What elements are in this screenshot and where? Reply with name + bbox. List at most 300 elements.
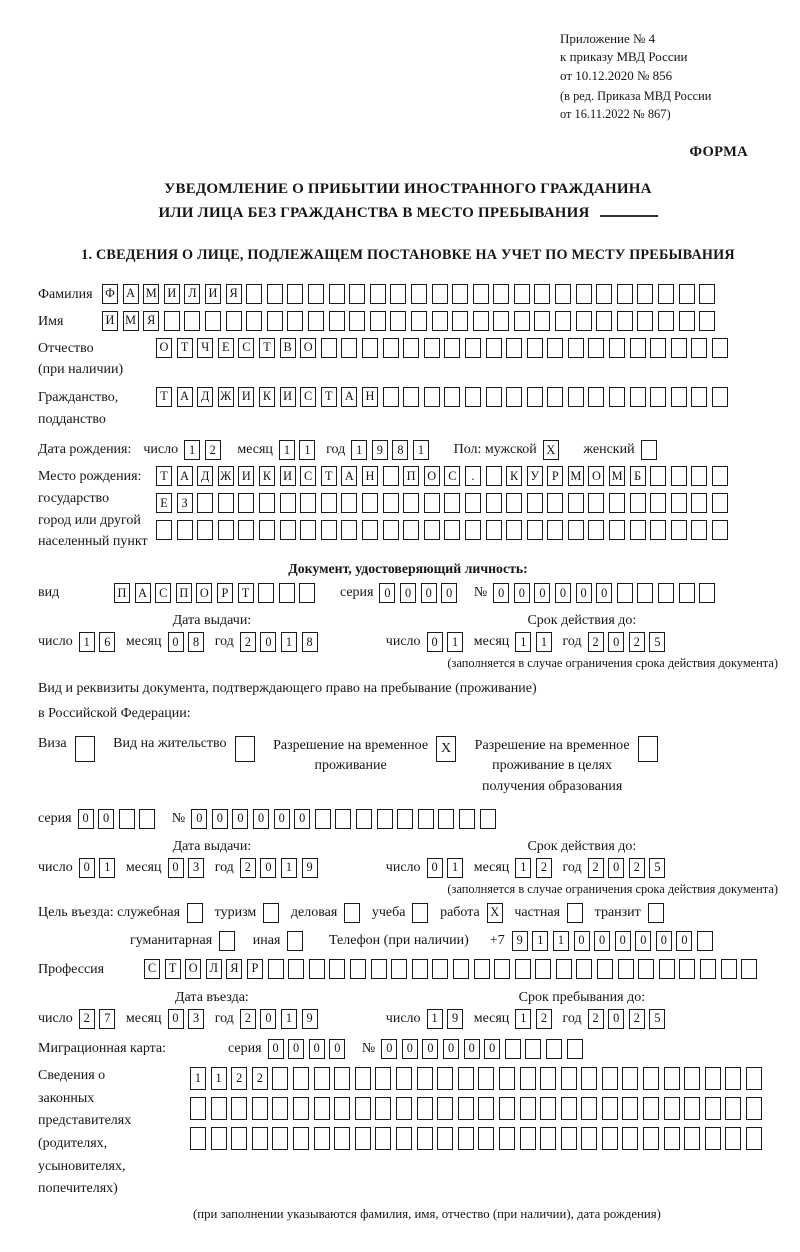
char-cell[interactable]: [190, 1127, 206, 1150]
char-cell[interactable]: [259, 520, 275, 540]
char-cell[interactable]: [371, 959, 387, 979]
char-cell[interactable]: [506, 387, 522, 407]
char-cell[interactable]: [478, 1127, 494, 1150]
char-cell[interactable]: 9: [447, 1009, 463, 1029]
char-cell[interactable]: [267, 311, 283, 331]
id-valid-day-field[interactable]: [427, 632, 468, 652]
char-cell[interactable]: 1: [532, 931, 548, 951]
char-cell[interactable]: 1: [413, 440, 429, 460]
char-cell[interactable]: С: [300, 387, 316, 407]
char-cell[interactable]: [540, 1067, 556, 1090]
char-cell[interactable]: О: [185, 959, 201, 979]
char-cell[interactable]: [444, 493, 460, 513]
sex-female-checkbox[interactable]: [641, 440, 662, 460]
char-cell[interactable]: [540, 1097, 556, 1120]
char-cell[interactable]: 6: [99, 632, 115, 652]
char-cell[interactable]: [534, 284, 550, 304]
char-cell[interactable]: [259, 493, 275, 513]
char-cell[interactable]: У: [527, 466, 543, 486]
char-cell[interactable]: [602, 1127, 618, 1150]
char-cell[interactable]: 0: [635, 931, 651, 951]
char-cell[interactable]: [341, 493, 357, 513]
char-cell[interactable]: [712, 387, 728, 407]
char-cell[interactable]: [568, 520, 584, 540]
char-cell[interactable]: [561, 1097, 577, 1120]
char-cell[interactable]: [219, 931, 235, 951]
char-cell[interactable]: [321, 338, 337, 358]
char-cell[interactable]: [486, 338, 502, 358]
char-cell[interactable]: [362, 338, 378, 358]
char-cell[interactable]: [493, 311, 509, 331]
char-cell[interactable]: 1: [281, 1009, 297, 1029]
char-cell[interactable]: [480, 809, 496, 829]
char-cell[interactable]: [280, 520, 296, 540]
char-cell[interactable]: Р: [547, 466, 563, 486]
res-issue-day-field[interactable]: [79, 858, 120, 878]
char-cell[interactable]: [478, 1067, 494, 1090]
id-series-field[interactable]: [379, 583, 461, 603]
char-cell[interactable]: [349, 284, 365, 304]
char-cell[interactable]: [226, 311, 242, 331]
representatives-field-row2[interactable]: [190, 1097, 767, 1120]
char-cell[interactable]: [465, 387, 481, 407]
char-cell[interactable]: 0: [168, 632, 184, 652]
char-cell[interactable]: [235, 736, 255, 762]
purpose-business-checkbox[interactable]: [344, 903, 365, 923]
char-cell[interactable]: [597, 959, 613, 979]
char-cell[interactable]: [547, 338, 563, 358]
char-cell[interactable]: [293, 1067, 309, 1090]
char-cell[interactable]: 2: [629, 1009, 645, 1029]
char-cell[interactable]: 3: [188, 1009, 204, 1029]
char-cell[interactable]: [424, 520, 440, 540]
char-cell[interactable]: 1: [184, 440, 200, 460]
char-cell[interactable]: О: [424, 466, 440, 486]
char-cell[interactable]: 1: [281, 632, 297, 652]
char-cell[interactable]: [602, 1067, 618, 1090]
char-cell[interactable]: [383, 387, 399, 407]
char-cell[interactable]: [362, 493, 378, 513]
char-cell[interactable]: Т: [259, 338, 275, 358]
char-cell[interactable]: 0: [294, 809, 310, 829]
char-cell[interactable]: [474, 959, 490, 979]
char-cell[interactable]: [643, 1127, 659, 1150]
char-cell[interactable]: [650, 493, 666, 513]
char-cell[interactable]: [272, 1097, 288, 1120]
char-cell[interactable]: 1: [279, 440, 295, 460]
char-cell[interactable]: [437, 1067, 453, 1090]
char-cell[interactable]: X: [543, 440, 559, 460]
char-cell[interactable]: [679, 284, 695, 304]
char-cell[interactable]: [576, 311, 592, 331]
char-cell[interactable]: [287, 311, 303, 331]
char-cell[interactable]: [397, 809, 413, 829]
char-cell[interactable]: [725, 1097, 741, 1120]
char-cell[interactable]: [741, 959, 757, 979]
char-cell[interactable]: [527, 493, 543, 513]
temp-residence-checkbox[interactable]: [436, 736, 461, 762]
char-cell[interactable]: [525, 1039, 541, 1059]
char-cell[interactable]: [411, 311, 427, 331]
char-cell[interactable]: [556, 959, 572, 979]
char-cell[interactable]: [246, 311, 262, 331]
char-cell[interactable]: [370, 311, 386, 331]
char-cell[interactable]: [355, 1127, 371, 1150]
char-cell[interactable]: 1: [447, 858, 463, 878]
char-cell[interactable]: 0: [274, 809, 290, 829]
patronymic-field[interactable]: [156, 338, 733, 358]
char-cell[interactable]: [486, 466, 502, 486]
char-cell[interactable]: [527, 338, 543, 358]
char-cell[interactable]: [555, 284, 571, 304]
char-cell[interactable]: [329, 311, 345, 331]
char-cell[interactable]: 0: [329, 1039, 345, 1059]
char-cell[interactable]: [622, 1127, 638, 1150]
char-cell[interactable]: [499, 1097, 515, 1120]
char-cell[interactable]: [272, 1127, 288, 1150]
char-cell[interactable]: И: [102, 311, 118, 331]
char-cell[interactable]: [658, 284, 674, 304]
char-cell[interactable]: [700, 959, 716, 979]
temp-residence-option[interactable]: [273, 736, 461, 777]
char-cell[interactable]: [263, 903, 279, 923]
char-cell[interactable]: [164, 311, 180, 331]
char-cell[interactable]: [403, 493, 419, 513]
char-cell[interactable]: 0: [232, 809, 248, 829]
char-cell[interactable]: 0: [596, 583, 612, 603]
char-cell[interactable]: [705, 1127, 721, 1150]
char-cell[interactable]: [187, 903, 203, 923]
char-cell[interactable]: [567, 903, 583, 923]
char-cell[interactable]: [650, 466, 666, 486]
char-cell[interactable]: [444, 387, 460, 407]
char-cell[interactable]: [396, 1097, 412, 1120]
char-cell[interactable]: [527, 387, 543, 407]
char-cell[interactable]: [746, 1127, 762, 1150]
char-cell[interactable]: Т: [156, 466, 172, 486]
char-cell[interactable]: [119, 809, 135, 829]
char-cell[interactable]: [691, 338, 707, 358]
char-cell[interactable]: [344, 903, 360, 923]
char-cell[interactable]: И: [280, 387, 296, 407]
char-cell[interactable]: [630, 387, 646, 407]
char-cell[interactable]: [300, 493, 316, 513]
char-cell[interactable]: [473, 284, 489, 304]
char-cell[interactable]: П: [403, 466, 419, 486]
char-cell[interactable]: [609, 387, 625, 407]
char-cell[interactable]: [602, 1097, 618, 1120]
char-cell[interactable]: 0: [79, 858, 95, 878]
purpose-private-checkbox[interactable]: [567, 903, 588, 923]
char-cell[interactable]: [280, 493, 296, 513]
char-cell[interactable]: [437, 1097, 453, 1120]
char-cell[interactable]: 0: [268, 1039, 284, 1059]
char-cell[interactable]: С: [144, 959, 160, 979]
char-cell[interactable]: [355, 1067, 371, 1090]
char-cell[interactable]: [403, 387, 419, 407]
char-cell[interactable]: [396, 1067, 412, 1090]
char-cell[interactable]: [231, 1127, 247, 1150]
char-cell[interactable]: 0: [656, 931, 672, 951]
char-cell[interactable]: [75, 736, 95, 762]
birth-year-field[interactable]: [351, 440, 433, 460]
char-cell[interactable]: [424, 493, 440, 513]
char-cell[interactable]: [403, 338, 419, 358]
char-cell[interactable]: А: [177, 466, 193, 486]
char-cell[interactable]: [459, 809, 475, 829]
char-cell[interactable]: [520, 1067, 536, 1090]
char-cell[interactable]: [197, 520, 213, 540]
visa-option[interactable]: [38, 736, 99, 762]
surname-field[interactable]: [102, 284, 720, 304]
char-cell[interactable]: [218, 520, 234, 540]
char-cell[interactable]: [514, 284, 530, 304]
char-cell[interactable]: 8: [188, 632, 204, 652]
char-cell[interactable]: [588, 493, 604, 513]
char-cell[interactable]: С: [444, 466, 460, 486]
char-cell[interactable]: [617, 284, 633, 304]
char-cell[interactable]: И: [205, 284, 221, 304]
char-cell[interactable]: 0: [594, 931, 610, 951]
char-cell[interactable]: 0: [464, 1039, 480, 1059]
char-cell[interactable]: Т: [238, 583, 254, 603]
char-cell[interactable]: [308, 284, 324, 304]
char-cell[interactable]: [630, 493, 646, 513]
char-cell[interactable]: С: [238, 338, 254, 358]
char-cell[interactable]: 0: [608, 1009, 624, 1029]
char-cell[interactable]: М: [568, 466, 584, 486]
char-cell[interactable]: [494, 959, 510, 979]
char-cell[interactable]: [486, 387, 502, 407]
purpose-transit-checkbox[interactable]: [648, 903, 669, 923]
char-cell[interactable]: [437, 1127, 453, 1150]
char-cell[interactable]: [341, 520, 357, 540]
char-cell[interactable]: [499, 1127, 515, 1150]
char-cell[interactable]: [581, 1127, 597, 1150]
char-cell[interactable]: [581, 1067, 597, 1090]
char-cell[interactable]: Б: [630, 466, 646, 486]
char-cell[interactable]: [588, 338, 604, 358]
birth-day-field[interactable]: [184, 440, 225, 460]
temp-residence-edu-option[interactable]: [475, 736, 663, 797]
char-cell[interactable]: [618, 959, 634, 979]
char-cell[interactable]: 1: [447, 632, 463, 652]
birth-place-field-row3[interactable]: [156, 520, 733, 540]
char-cell[interactable]: 2: [588, 858, 604, 878]
char-cell[interactable]: 1: [79, 632, 95, 652]
char-cell[interactable]: [712, 520, 728, 540]
char-cell[interactable]: [252, 1127, 268, 1150]
char-cell[interactable]: [334, 1127, 350, 1150]
char-cell[interactable]: [671, 466, 687, 486]
char-cell[interactable]: [637, 284, 653, 304]
char-cell[interactable]: 0: [168, 1009, 184, 1029]
char-cell[interactable]: 0: [381, 1039, 397, 1059]
visa-checkbox[interactable]: [75, 736, 100, 762]
char-cell[interactable]: [505, 1039, 521, 1059]
char-cell[interactable]: [712, 338, 728, 358]
char-cell[interactable]: [383, 338, 399, 358]
char-cell[interactable]: 0: [400, 583, 416, 603]
char-cell[interactable]: [684, 1097, 700, 1120]
char-cell[interactable]: К: [259, 466, 275, 486]
char-cell[interactable]: 0: [427, 858, 443, 878]
char-cell[interactable]: [493, 284, 509, 304]
res-valid-month-field[interactable]: [515, 858, 556, 878]
char-cell[interactable]: [568, 493, 584, 513]
char-cell[interactable]: [540, 1127, 556, 1150]
char-cell[interactable]: 0: [422, 1039, 438, 1059]
char-cell[interactable]: 0: [98, 809, 114, 829]
sex-male-checkbox[interactable]: [543, 440, 564, 460]
char-cell[interactable]: [258, 583, 274, 603]
char-cell[interactable]: [648, 903, 664, 923]
char-cell[interactable]: [679, 583, 695, 603]
char-cell[interactable]: [390, 284, 406, 304]
char-cell[interactable]: [664, 1067, 680, 1090]
char-cell[interactable]: [321, 520, 337, 540]
char-cell[interactable]: 2: [240, 1009, 256, 1029]
res-number-field[interactable]: [191, 809, 500, 829]
char-cell[interactable]: О: [196, 583, 212, 603]
char-cell[interactable]: [588, 520, 604, 540]
purpose-humanitarian-checkbox[interactable]: [219, 931, 240, 951]
char-cell[interactable]: [355, 1097, 371, 1120]
char-cell[interactable]: Р: [217, 583, 233, 603]
char-cell[interactable]: [211, 1097, 227, 1120]
char-cell[interactable]: 2: [252, 1067, 268, 1090]
char-cell[interactable]: [375, 1067, 391, 1090]
char-cell[interactable]: X: [487, 903, 503, 923]
char-cell[interactable]: И: [280, 466, 296, 486]
temp-residence-edu-checkbox[interactable]: [638, 736, 663, 762]
char-cell[interactable]: [444, 338, 460, 358]
char-cell[interactable]: [506, 520, 522, 540]
char-cell[interactable]: [238, 520, 254, 540]
char-cell[interactable]: [576, 284, 592, 304]
char-cell[interactable]: [267, 284, 283, 304]
char-cell[interactable]: 1: [515, 1009, 531, 1029]
stay-year-field[interactable]: [588, 1009, 670, 1029]
char-cell[interactable]: 9: [372, 440, 388, 460]
char-cell[interactable]: А: [123, 284, 139, 304]
stay-month-field[interactable]: [515, 1009, 556, 1029]
char-cell[interactable]: [746, 1067, 762, 1090]
char-cell[interactable]: [712, 466, 728, 486]
char-cell[interactable]: [299, 583, 315, 603]
citizenship-field[interactable]: [156, 387, 733, 407]
char-cell[interactable]: [190, 1097, 206, 1120]
char-cell[interactable]: [432, 311, 448, 331]
res-series-field[interactable]: [78, 809, 160, 829]
char-cell[interactable]: П: [176, 583, 192, 603]
char-cell[interactable]: [417, 1067, 433, 1090]
char-cell[interactable]: [375, 1127, 391, 1150]
id-valid-year-field[interactable]: [588, 632, 670, 652]
char-cell[interactable]: [499, 1067, 515, 1090]
char-cell[interactable]: [721, 959, 737, 979]
char-cell[interactable]: 0: [555, 583, 571, 603]
char-cell[interactable]: [643, 1067, 659, 1090]
char-cell[interactable]: [452, 284, 468, 304]
char-cell[interactable]: Е: [156, 493, 172, 513]
char-cell[interactable]: [546, 1039, 562, 1059]
char-cell[interactable]: [596, 311, 612, 331]
char-cell[interactable]: [622, 1067, 638, 1090]
char-cell[interactable]: [334, 1097, 350, 1120]
char-cell[interactable]: [362, 520, 378, 540]
char-cell[interactable]: [356, 809, 372, 829]
char-cell[interactable]: [314, 1067, 330, 1090]
char-cell[interactable]: [596, 284, 612, 304]
char-cell[interactable]: Ж: [218, 466, 234, 486]
char-cell[interactable]: [211, 1127, 227, 1150]
char-cell[interactable]: 0: [168, 858, 184, 878]
char-cell[interactable]: 1: [553, 931, 569, 951]
char-cell[interactable]: [534, 311, 550, 331]
residence-permit-checkbox[interactable]: [235, 736, 260, 762]
char-cell[interactable]: 2: [629, 632, 645, 652]
char-cell[interactable]: [349, 311, 365, 331]
char-cell[interactable]: [438, 809, 454, 829]
char-cell[interactable]: 0: [379, 583, 395, 603]
char-cell[interactable]: [377, 809, 393, 829]
char-cell[interactable]: [638, 959, 654, 979]
char-cell[interactable]: И: [238, 466, 254, 486]
char-cell[interactable]: [341, 338, 357, 358]
char-cell[interactable]: [617, 583, 633, 603]
char-cell[interactable]: [272, 1067, 288, 1090]
char-cell[interactable]: Д: [197, 387, 213, 407]
char-cell[interactable]: 0: [212, 809, 228, 829]
char-cell[interactable]: 1: [281, 858, 297, 878]
char-cell[interactable]: 0: [427, 632, 443, 652]
char-cell[interactable]: Ч: [197, 338, 213, 358]
char-cell[interactable]: Т: [156, 387, 172, 407]
char-cell[interactable]: [197, 493, 213, 513]
char-cell[interactable]: [609, 493, 625, 513]
char-cell[interactable]: [725, 1127, 741, 1150]
char-cell[interactable]: 0: [576, 583, 592, 603]
char-cell[interactable]: 2: [240, 858, 256, 878]
char-cell[interactable]: М: [609, 466, 625, 486]
char-cell[interactable]: [287, 284, 303, 304]
char-cell[interactable]: Ф: [102, 284, 118, 304]
char-cell[interactable]: [444, 520, 460, 540]
char-cell[interactable]: [581, 1097, 597, 1120]
char-cell[interactable]: [567, 1039, 583, 1059]
char-cell[interactable]: [684, 1127, 700, 1150]
char-cell[interactable]: [205, 311, 221, 331]
birth-place-field-row1[interactable]: [156, 466, 733, 486]
char-cell[interactable]: [568, 387, 584, 407]
purpose-study-checkbox[interactable]: [412, 903, 433, 923]
char-cell[interactable]: 2: [536, 1009, 552, 1029]
char-cell[interactable]: Н: [362, 387, 378, 407]
char-cell[interactable]: Е: [218, 338, 234, 358]
char-cell[interactable]: [691, 520, 707, 540]
char-cell[interactable]: Т: [165, 959, 181, 979]
char-cell[interactable]: 9: [512, 931, 528, 951]
char-cell[interactable]: [746, 1097, 762, 1120]
char-cell[interactable]: [309, 959, 325, 979]
char-cell[interactable]: [314, 1097, 330, 1120]
char-cell[interactable]: А: [341, 387, 357, 407]
char-cell[interactable]: [424, 387, 440, 407]
char-cell[interactable]: [671, 520, 687, 540]
char-cell[interactable]: 2: [629, 858, 645, 878]
char-cell[interactable]: З: [177, 493, 193, 513]
